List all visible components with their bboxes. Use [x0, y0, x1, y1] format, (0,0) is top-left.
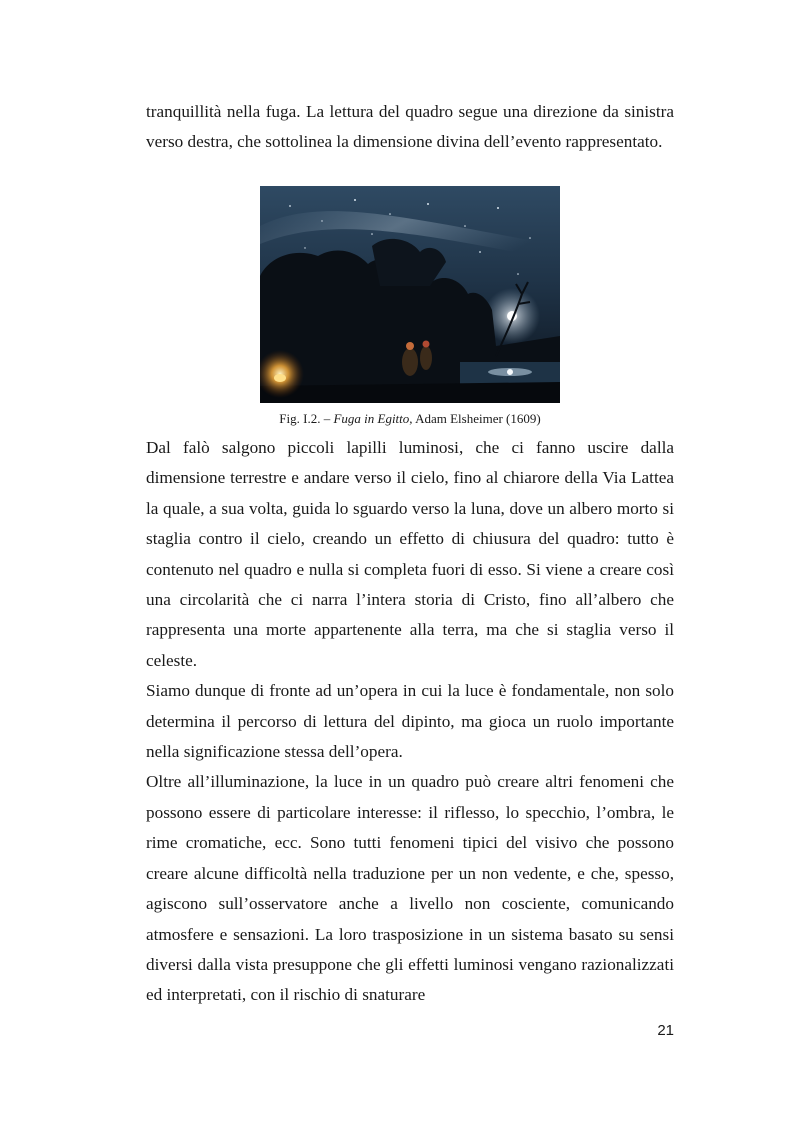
page-number: 21: [657, 1022, 674, 1039]
painting-figure: [260, 186, 560, 403]
paragraph: Dal falò salgono piccoli lapilli luminosi, che ci fanno uscire dalla dimensione terrestre e andare verso il cielo, fino al chiarore della Via Lattea la quale, a sua volta, guida lo sguardo verso la luna, dove un albero morto si staglia contro il cielo, creando un effetto di chiusura del quadro: tutto è contenuto nel quadro e nulla si completa fuori di esso. Si viene a creare così una circolarità che ci narra l’intera storia di Cristo, fino all’albero che rappresenta una morte appartenente alla terra, ma che si staglia verso il celeste.: [146, 438, 674, 670]
paragraph: Siamo dunque di fronte ad un’opera in cui la luce è fondamentale, non solo determina il percorso di lettura del dipinto, ma gioca un ruolo importante nella significazione stessa dell’opera.: [146, 681, 674, 762]
body-text: [146, 433, 674, 1011]
caption-title: Fuga in Egitto: [333, 411, 410, 426]
figure-caption: [146, 410, 674, 428]
caption-suffix: , Adam Elsheimer (1609): [409, 411, 541, 426]
caption-prefix: Fig. I.2. –: [279, 411, 334, 426]
intro-paragraph: tranquillità nella fuga. La lettura del quadro segue una direzione da sinistra verso destra, che sottolinea la dimensione divina dell’evento rappresentato.: [146, 102, 674, 152]
night-landscape-painting: [260, 186, 560, 403]
paragraph: Oltre all’illuminazione, la luce in un quadro può creare altri fenomeni che possono essere di particolare interesse: il riflesso, lo specchio, l’ombra, le rime cromatiche, ecc. Sono tutti fenomeni tipici del visivo che possono creare alcune difficoltà nella traduzione per un non vedente, e che, spesso, agiscono sull’osservatore anche a livello non cosciente, comunicando atmosfere e sensazioni. La loro trasposizione in un sistema basato su sensi diversi dalla vista presuppone che gli effetti luminosi vengano razionalizzati ed interpretati, con il rischio di snaturare: [146, 772, 674, 1005]
